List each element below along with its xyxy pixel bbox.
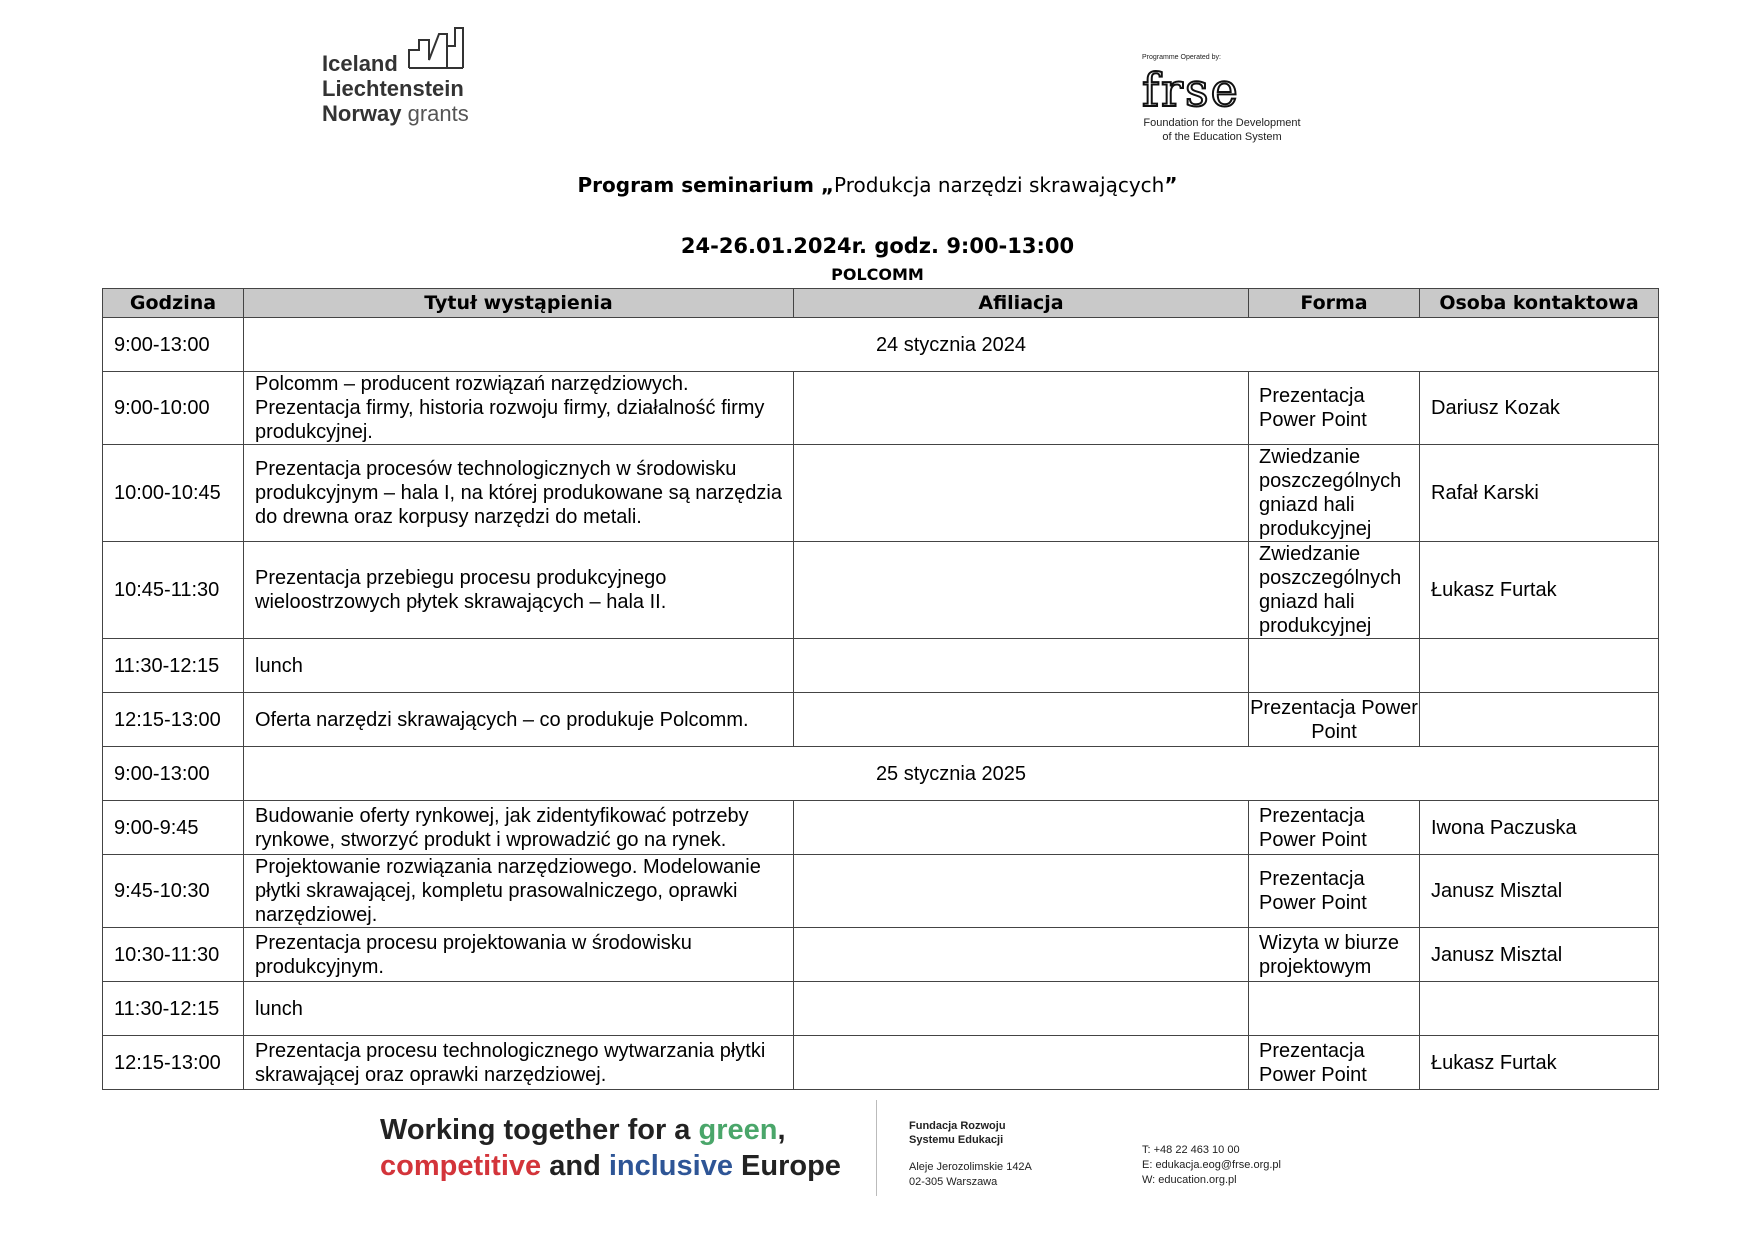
contact-phone: T: +48 22 463 10 00: [1142, 1144, 1240, 1156]
day-time: 9:00-13:00: [103, 318, 244, 372]
cell-form: Prezentacja Power Point: [1249, 372, 1420, 445]
table-row: [103, 801, 1659, 855]
cell-affiliation: [794, 982, 1249, 1036]
slogan-competitive: competitive: [380, 1150, 542, 1182]
contact-web[interactable]: W: education.org.pl: [1142, 1174, 1237, 1186]
cell-time: 10:00-10:45: [103, 445, 244, 542]
cell-time: 11:30-12:15: [103, 982, 244, 1036]
schedule-table: [102, 288, 1659, 1090]
cell-form: Zwiedzanie poszczególnych gniazd hali produkcyjnej: [1249, 542, 1420, 639]
frse-foundation-line2: of the Education System: [1162, 131, 1282, 143]
cell-time: 10:45-11:30: [103, 542, 244, 639]
cell-form: Prezentacja Power Point: [1249, 801, 1420, 855]
eea-grants-logo: [322, 26, 522, 136]
title-suffix: ”: [1164, 173, 1178, 197]
cell-time: 10:30-11:30: [103, 928, 244, 982]
cell-form: Prezentacja Power Point: [1249, 1036, 1420, 1090]
table-row: [103, 1036, 1659, 1090]
frse-letters: [1142, 68, 1302, 114]
footer-address: [909, 1160, 1032, 1190]
frse-foundation-line1: Foundation for the Development: [1143, 117, 1301, 129]
cell-time: 12:15-13:00: [103, 693, 244, 747]
footer-contact: [1142, 1143, 1281, 1188]
cell-time: 9:45-10:30: [103, 855, 244, 928]
footer-divider: [876, 1100, 877, 1196]
frse-letters-text: frse: [1142, 68, 1240, 114]
cell-time: 12:15-13:00: [103, 1036, 244, 1090]
contact-email[interactable]: E: edukacja.eog@frse.org.pl: [1142, 1159, 1281, 1171]
header-form: Forma: [1249, 289, 1420, 318]
address-line1: Aleje Jerozolimskie 142A: [909, 1161, 1032, 1173]
cell-form: Wizyta w biurze projektowym: [1249, 928, 1420, 982]
cell-contact: [1420, 693, 1659, 747]
header-title: Tytuł wystąpienia: [244, 289, 794, 318]
table-row: [103, 542, 1659, 639]
title-prefix: Program seminarium „: [577, 173, 835, 197]
eea-line-norway: Norway: [322, 101, 402, 126]
cell-title: lunch: [244, 639, 794, 693]
address-line2: 02-305 Warszawa: [909, 1176, 998, 1188]
table-row: [103, 855, 1659, 928]
cell-form: [1249, 982, 1420, 1036]
day-time: 9:00-13:00: [103, 747, 244, 801]
cell-time: 9:00-10:00: [103, 372, 244, 445]
table-row: [103, 693, 1659, 747]
cell-form: Prezentacja Power Point: [1249, 855, 1420, 928]
cell-form: Zwiedzanie poszczególnych gniazd hali produkcyjnej: [1249, 445, 1420, 542]
cell-affiliation: [794, 855, 1249, 928]
slogan-europe: Europe: [732, 1150, 841, 1182]
title-name: Produkcja narzędzi skrawających: [834, 173, 1165, 197]
frse-operated-by: Programme Operated by:: [1142, 54, 1221, 61]
day-row: [103, 747, 1659, 801]
slogan-comma: ,: [777, 1114, 786, 1146]
table-row: [103, 982, 1659, 1036]
cell-affiliation: [794, 693, 1249, 747]
eea-line-liechtenstein: Liechtenstein: [322, 76, 464, 101]
cell-title: Prezentacja przebiegu procesu produkcyjnego wieloostrzowych płytek skrawających – hala II.: [244, 542, 794, 639]
table-row: [103, 639, 1659, 693]
table-row: [103, 445, 1659, 542]
frse-logo: [1140, 54, 1310, 146]
cell-form: [1249, 639, 1420, 693]
cell-contact: Łukasz Furtak: [1420, 542, 1659, 639]
cell-contact: Dariusz Kozak: [1420, 372, 1659, 445]
cell-contact: [1420, 982, 1659, 1036]
cell-title: Prezentacja procesu projektowania w środowisku produkcyjnym.: [244, 928, 794, 982]
cell-affiliation: [794, 542, 1249, 639]
title-dates: 24-26.01.2024r. godz. 9:00-13:00: [680, 234, 1075, 258]
cell-time: 11:30-12:15: [103, 639, 244, 693]
cell-contact: Iwona Paczuska: [1420, 801, 1659, 855]
header-contact: Osoba kontaktowa: [1420, 289, 1659, 318]
cell-title: Oferta narzędzi skrawających – co produkuje Polcomm.: [244, 693, 794, 747]
cell-affiliation: [794, 639, 1249, 693]
header-time: Godzina: [103, 289, 244, 318]
cell-contact: Janusz Misztal: [1420, 855, 1659, 928]
cell-title: Projektowanie rozwiązania narzędziowego. Modelowanie płytki skrawającej, kompletu prasowalniczego, oprawki narzędziowej.: [244, 855, 794, 928]
cell-affiliation: [794, 1036, 1249, 1090]
footer-slogan: [380, 1112, 841, 1184]
cell-contact: Janusz Misztal: [1420, 928, 1659, 982]
table-header-row: [103, 289, 1659, 318]
page-title: [0, 173, 1755, 197]
header-affiliation: Afiliacja: [794, 289, 1249, 318]
table-row: [103, 928, 1659, 982]
eea-line-iceland: Iceland: [322, 51, 398, 76]
cell-form: Prezentacja Power Point: [1249, 693, 1420, 747]
cell-affiliation: [794, 928, 1249, 982]
day-label: 24 stycznia 2024: [244, 318, 1659, 372]
org-line1: Fundacja Rozwoju: [909, 1120, 1006, 1132]
cell-affiliation: [794, 445, 1249, 542]
cell-affiliation: [794, 372, 1249, 445]
cell-title: lunch: [244, 982, 794, 1036]
cell-title: Budowanie oferty rynkowej, jak zidentyfikować potrzeby rynkowe, stworzyć produkt i wprowadzić go na rynek.: [244, 801, 794, 855]
cell-affiliation: [794, 801, 1249, 855]
cell-title: Prezentacja procesu technologicznego wytwarzania płytki skrawającej oraz oprawki narzędziowej.: [244, 1036, 794, 1090]
cell-title: Prezentacja procesów technologicznych w środowisku produkcyjnym – hala I, na której produkowane są narzędzia do drewna oraz korpusy narzędzi do metali.: [244, 445, 794, 542]
table-row: [103, 372, 1659, 445]
title-host: POLCOMM: [831, 265, 924, 284]
cell-title: Polcomm – producent rozwiązań narzędziowych. Prezentacja firmy, historia rozwoju firmy, działalność firmy produkcyjnej.: [244, 372, 794, 445]
cell-contact: Łukasz Furtak: [1420, 1036, 1659, 1090]
slogan-and: and: [541, 1150, 609, 1182]
cell-time: 9:00-9:45: [103, 801, 244, 855]
cell-contact: Rafał Karski: [1420, 445, 1659, 542]
slogan-green: green: [698, 1114, 778, 1146]
cell-contact: [1420, 639, 1659, 693]
slogan-part1: Working together for a: [380, 1114, 699, 1146]
slogan-inclusive: inclusive: [608, 1150, 733, 1182]
day-label: 25 stycznia 2025: [244, 747, 1659, 801]
eea-grants-word: grants: [407, 101, 469, 126]
org-line2: Systemu Edukacji: [909, 1134, 1004, 1146]
footer-org: [909, 1119, 1006, 1147]
day-row: [103, 318, 1659, 372]
